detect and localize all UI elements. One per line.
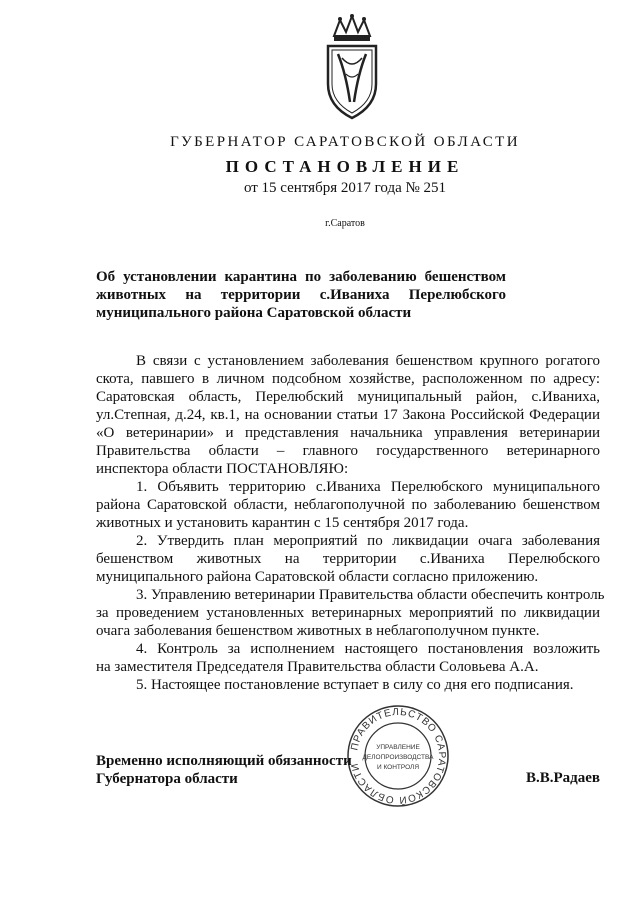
body-line: Правительства области – главного государственного ветеринарного — [96, 443, 600, 459]
body-line: 5. Настоящее постановление вступает в силу со дня его подписания. — [136, 677, 574, 693]
subject-line: муниципального района Саратовской области — [96, 305, 412, 321]
body-line: на заместителя Председателя Правительства области Соловьева А.А. — [96, 659, 539, 675]
subject-line: Об установлении карантина по заболеванию бешенством — [96, 269, 506, 285]
coat-of-arms-icon — [320, 14, 384, 126]
stamp-center-line: УПРАВЛЕНИЕ — [376, 744, 420, 751]
body-line: В связи с установлением заболевания бешенством крупного рогатого — [136, 353, 600, 369]
body-line: «О ветеринарии» и представления начальника управления ветеринарии — [96, 425, 600, 441]
official-stamp — [346, 704, 450, 808]
body-line: животных и установить карантин с 15 сентября 2017 года. — [96, 515, 469, 531]
document-subject — [96, 268, 506, 322]
document-city: г.Саратов — [325, 218, 365, 229]
stamp-center-line: И КОНТРОЛЯ — [376, 764, 420, 771]
body-line: 2. Утвердить план мероприятий по ликвидации очага заболевания — [136, 533, 600, 549]
signatory-position-line: Губернатора области — [96, 771, 238, 787]
signatory-position — [96, 752, 356, 788]
issuing-authority: ГУБЕРНАТОР САРАТОВСКОЙ ОБЛАСТИ — [170, 134, 520, 150]
body-line: 1. Объявить территорию с.Иваниха Перелюбского муниципального — [136, 479, 600, 495]
stamp-ring-text: ПРАВИТЕЛЬСТВО САРАТОВСКОЙ ОБЛАСТИ — [349, 706, 448, 806]
document-body — [96, 352, 605, 694]
body-line: 3. Управлению ветеринарии Правительства области обеспечить контроль — [136, 587, 605, 603]
body-line: района Саратовской области, неблагополучной по заболеванию бешенством — [96, 497, 600, 513]
body-line: инспектора области ПОСТАНОВЛЯЮ: — [96, 461, 349, 477]
body-line: бешенством животных на территории с.Иваниха Перелюбского — [96, 551, 600, 567]
body-line: скота, павшего в личном подсобном хозяйстве, расположенном по адресу: — [96, 371, 600, 387]
body-line: Саратовская область, Перелюбский муниципальный район, с.Иваниха, — [96, 389, 600, 405]
body-line: ул.Степная, д.24, кв.1, на основании статьи 17 Закона Российской Федерации — [96, 407, 600, 423]
body-line: 4. Контроль за исполнением настоящего постановления возложить — [136, 641, 600, 657]
signatory-position-line: Временно исполняющий обязанности — [96, 753, 352, 769]
subject-line: животных на территории с.Иваниха Перелюбского — [96, 287, 506, 303]
document-type-title: ПОСТАНОВЛЕНИЕ — [225, 157, 465, 176]
document-date-number: от 15 сентября 2017 года № 251 — [243, 180, 447, 196]
signatory-name: В.В.Радаев — [525, 770, 600, 786]
body-line: муниципального района Саратовской области согласно приложению. — [96, 569, 539, 585]
body-line: за проведением установленных ветеринарных мероприятий по ликвидации — [96, 605, 600, 621]
stamp-center-line: ДЕЛОПРОИЗВОДСТВА — [362, 754, 434, 761]
body-line: очага заболевания бешенством животных в неблагополучном пункте. — [96, 623, 540, 639]
